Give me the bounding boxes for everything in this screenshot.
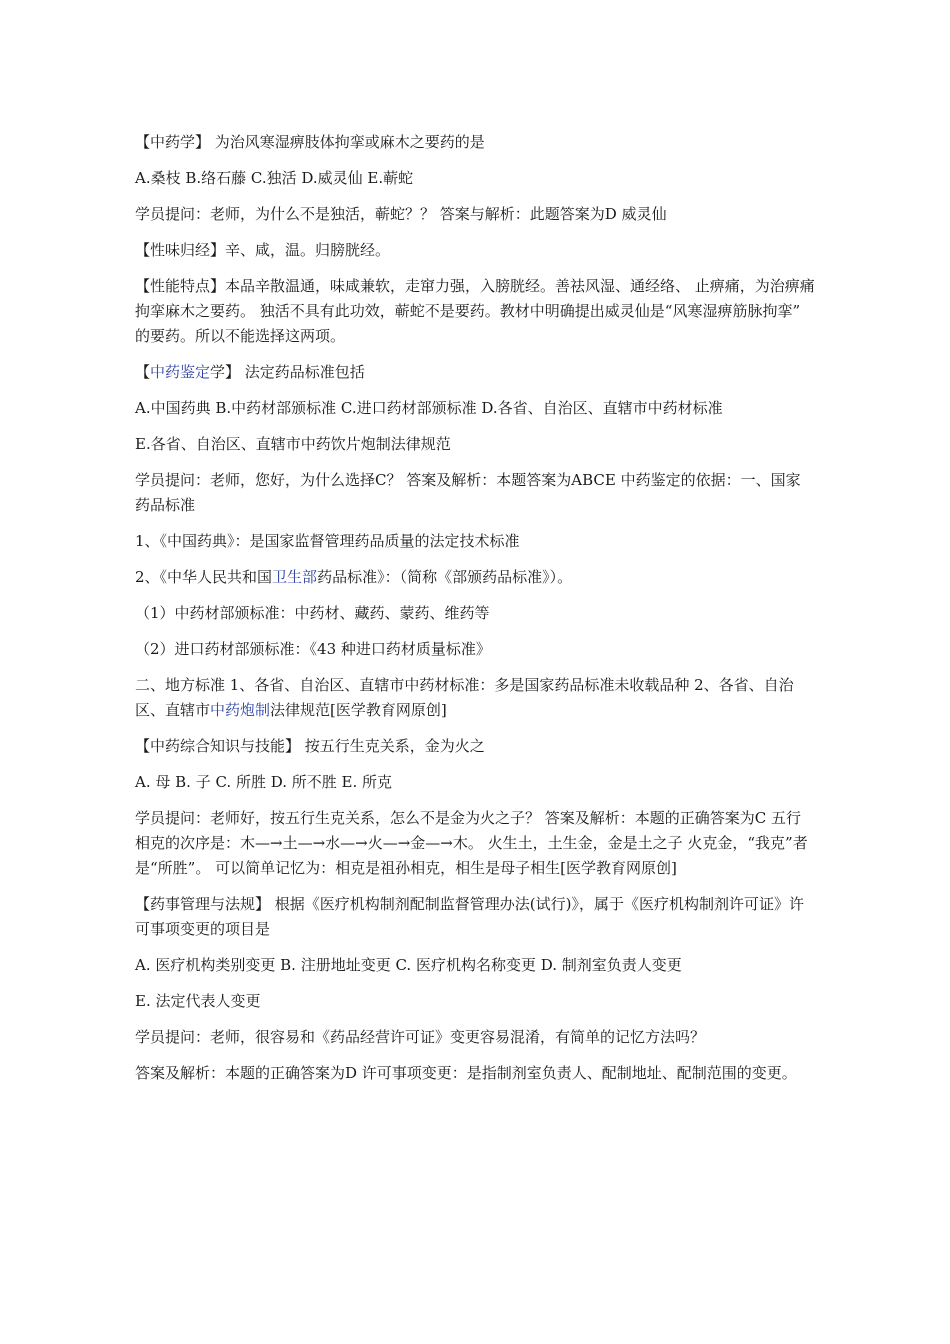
paragraph: [135, 202, 815, 227]
inline-link[interactable]: 中药炮制: [210, 701, 271, 719]
paragraph: [135, 892, 815, 942]
paragraph-text: E. 法定代表人变更: [135, 992, 261, 1010]
inline-link[interactable]: 卫生部: [272, 568, 318, 586]
paragraph: [135, 166, 815, 191]
paragraph-text: 答案及解析：本题的正确答案为D 许可事项变更：是指制剂室负责人、配制地址、配制范围的变更。: [135, 1064, 797, 1082]
paragraph: [135, 274, 815, 349]
paragraph: [135, 238, 815, 263]
paragraph-text: 学员提问：老师好，按五行生克关系，怎么不是金为火之子？ 答案及解析：本题的正确答案为C 五行相克的次序是：木—→土—→水—→火—→金—→木。 火生土，土生金，金是土之子 火克金，“我克”者是“所胜”。 可以简单记忆为：相克是祖孙相克，相生是母子相生[医学教育网原创]: [135, 809, 808, 877]
paragraph-text: 1、《中国药典》：是国家监督管理药品质量的法定技术标准: [135, 532, 520, 550]
paragraph-text: 【中药综合知识与技能】 按五行生克关系，金为火之: [135, 737, 485, 755]
paragraph: [135, 770, 815, 795]
paragraph: [135, 806, 815, 881]
paragraph-text: 学员提问：老师，很容易和《药品经营许可证》变更容易混淆，有简单的记忆方法吗？: [135, 1028, 706, 1046]
paragraph-text: A.中国药典 B.中药材部颁标准 C.进口药材部颁标准 D.各省、自治区、直辖市中药材标准: [135, 399, 723, 417]
paragraph: [135, 468, 815, 518]
paragraph-text: A.桑枝 B.络石藤 C.独活 D.威灵仙 E.蕲蛇: [135, 169, 414, 187]
paragraph-text: A. 母 B. 子 C. 所胜 D. 所不胜 E. 所克: [135, 773, 392, 791]
paragraph: [135, 637, 815, 662]
inline-link[interactable]: 中药鉴定: [150, 363, 211, 381]
paragraph-text: 2、《中华人民共和国: [135, 568, 273, 586]
paragraph-text: 学员提问：老师，为什么不是独活，蕲蛇？？ 答案与解析：此题答案为D 威灵仙: [135, 205, 667, 223]
document-body: [135, 130, 815, 1097]
paragraph-text: 【: [135, 363, 151, 381]
paragraph: [135, 529, 815, 554]
paragraph-text: 【中药学】 为治风寒湿痹肢体拘挛或麻木之要药的是: [135, 133, 485, 151]
paragraph: [135, 130, 815, 155]
paragraph: [135, 953, 815, 978]
paragraph-text: A. 医疗机构类别变更 B. 注册地址变更 C. 医疗机构名称变更 D. 制剂室负责人变更: [135, 956, 682, 974]
paragraph: [135, 734, 815, 759]
paragraph: [135, 673, 815, 723]
paragraph: [135, 360, 815, 385]
paragraph-text: 【药事管理与法规】 根据《医疗机构制剂配制监督管理办法(试行)》，属于《医疗机构制剂许可证》许可事项变更的项目是: [135, 895, 804, 938]
paragraph: [135, 396, 815, 421]
paragraph-text: 药品标准》：（简称《部颁药品标准》）。: [317, 568, 573, 586]
paragraph: [135, 432, 815, 457]
paragraph-text: 法律规范[医学教育网原创]: [270, 701, 447, 719]
paragraph-text: 【性味归经】辛、咸，温。归膀胱经。: [135, 241, 391, 259]
paragraph-text: 【性能特点】本品辛散温通，味咸兼软，走窜力强，入膀胱经。善祛风湿、通经络、 止痹痛，为治痹痛拘挛麻木之要药。 独活不具有此功效，蕲蛇不是要药。教材中明确提出威灵仙是“风寒湿痹筋脉拘挛” 的要药。所以不能选择这两项。: [135, 277, 815, 345]
paragraph-text: （1）中药材部颁标准：中药材、藏药、蒙药、维药等: [135, 604, 490, 622]
paragraph: [135, 565, 815, 590]
paragraph-text: E.各省、自治区、直辖市中药饮片炮制法律规范: [135, 435, 451, 453]
paragraph: [135, 989, 815, 1014]
paragraph-text: 二、地方标准 1、各省、自治区、直辖市中药材标准：多是国家药品标准未收载品种 2、各省、自治区、直辖市: [135, 676, 794, 719]
paragraph: [135, 1061, 815, 1086]
paragraph: [135, 1025, 815, 1050]
paragraph: [135, 601, 815, 626]
paragraph-text: 学员提问：老师，您好，为什么选择C？ 答案及解析：本题答案为ABCE 中药鉴定的依据：一、国家药品标准: [135, 471, 801, 514]
paragraph-text: 学】 法定药品标准包括: [210, 363, 365, 381]
paragraph-text: （2）进口药材部颁标准：《43 种进口药材质量标准》: [135, 640, 491, 658]
